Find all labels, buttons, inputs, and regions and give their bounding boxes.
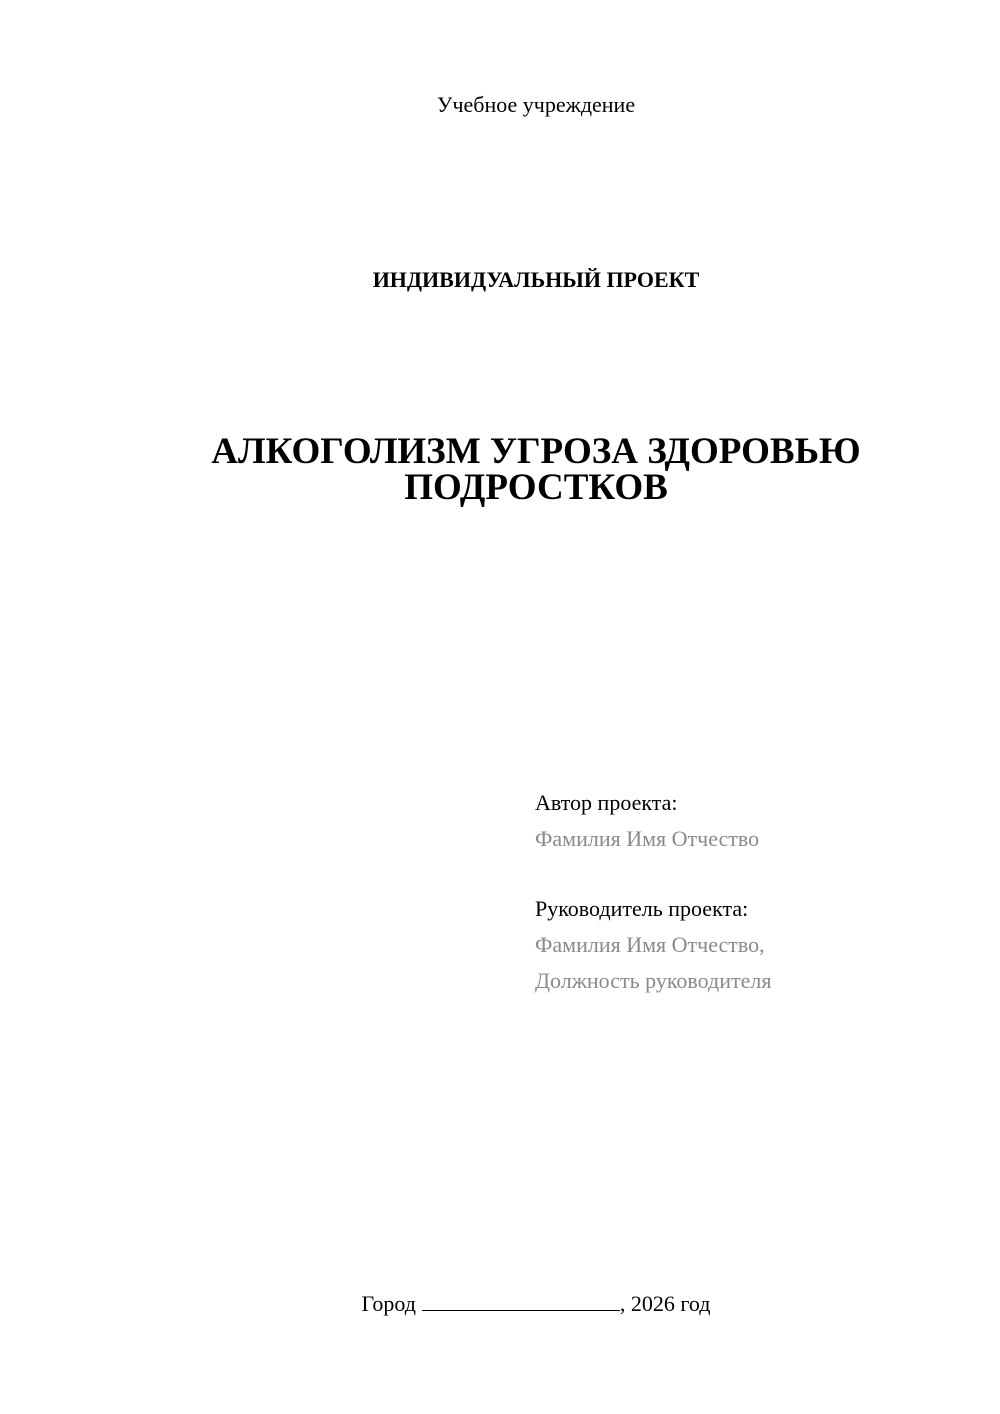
footer-city-year — [0, 1290, 1000, 1318]
year-text: , 2026 год — [619, 1291, 711, 1316]
project-title-line-2: ПОДРОСТКОВ — [404, 467, 668, 508]
supervisor-position: Должность руководителя — [535, 968, 772, 993]
project-title-line-1: АЛКОГОЛИЗМ УГРОЗА ЗДОРОВЬЮ — [211, 431, 861, 472]
author-name: Фамилия Имя Отчество — [535, 826, 760, 851]
supervisor-name: Фамилия Имя Отчество, — [535, 932, 765, 957]
supervisor-block — [535, 891, 975, 999]
project-title — [0, 431, 1000, 508]
author-block — [535, 785, 975, 857]
document-type: ИНДИВИДУАЛЬНЫЙ ПРОЕКТ — [372, 267, 700, 292]
city-label: Город — [361, 1291, 416, 1316]
institution-name: Учебное учреждение — [436, 92, 636, 117]
supervisor-label: Руководитель проекта: — [535, 896, 749, 921]
city-blank-line — [422, 1290, 620, 1311]
author-label: Автор проекта: — [535, 790, 678, 815]
